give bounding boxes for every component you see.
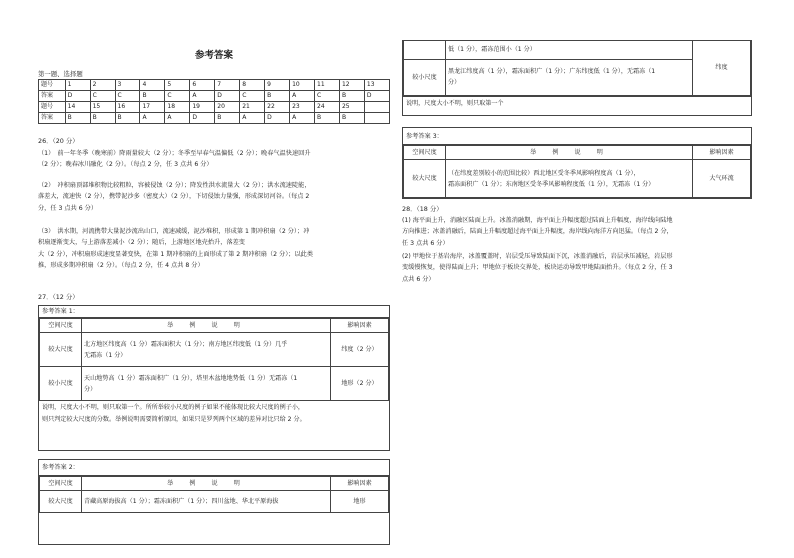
- mc-cell: D: [65, 91, 90, 102]
- mc-row-label: 题号: [39, 80, 66, 91]
- text-line: (1) 海平面上升，消融区陆面上升。冰盖消融期，海平面上升幅度超过陆面上升幅度，海岸线向陆地: [402, 217, 673, 224]
- row-desc: [446, 160, 693, 198]
- row-desc: [82, 333, 331, 367]
- mc-cell: C: [240, 91, 265, 102]
- row-factor: 大气环流: [693, 160, 751, 198]
- mc-cell: B: [265, 91, 290, 102]
- mc-cell: 8: [240, 80, 265, 91]
- mc-cell: 25: [339, 102, 364, 113]
- text-line: 分）: [448, 79, 461, 86]
- mc-row-label: 题号: [39, 102, 66, 113]
- col-header-factor: 影响因素: [331, 477, 389, 491]
- mc-cell: 19: [190, 102, 215, 113]
- mc-cell: 21: [240, 102, 265, 113]
- row-desc: 青藏高原海拔高（1 分）；霜冻面积广（1 分）；四川盆地、华北平原海拔: [82, 491, 331, 513]
- mc-cell: 7: [215, 80, 240, 91]
- mc-cell: B: [90, 113, 115, 124]
- mc-cell: B: [215, 113, 240, 124]
- q27-answer3-box: [402, 127, 752, 199]
- q28-heading: 28．（18 分）: [402, 205, 443, 213]
- mc-cell: A: [165, 113, 190, 124]
- mc-cell: B: [339, 113, 364, 124]
- mc-cell: A: [190, 91, 215, 102]
- mc-cell: B: [115, 113, 140, 124]
- mc-cell: 9: [265, 80, 290, 91]
- text-line: 分）: [84, 385, 97, 393]
- text-line: （1） 前一年冬季（晚寒前）降雨量较大（2 分）；冬季至早春气温偏低（2 分）；晚春气温快速回升: [38, 150, 311, 157]
- mc-cell: B: [65, 113, 90, 124]
- mc-cell: C: [90, 91, 115, 102]
- row-desc: [82, 367, 331, 401]
- col-header-factor: 影响因素: [331, 319, 389, 333]
- col-header-desc: 举 例 说 明: [446, 146, 693, 160]
- answer2-note: 说明，尺度大小不明，则只取第一个: [403, 96, 751, 111]
- mc-cell: A: [140, 113, 165, 124]
- mc-cell: 22: [265, 102, 290, 113]
- q27-heading: 27．（12 分）: [38, 293, 79, 301]
- mc-cell: 4: [140, 80, 165, 91]
- mc-cell: [364, 113, 389, 124]
- mc-cell: D: [364, 91, 389, 102]
- mc-cell: C: [315, 91, 340, 102]
- mc-cell: 17: [140, 102, 165, 113]
- mc-cell: A: [290, 113, 315, 124]
- mc-cell: B: [339, 91, 364, 102]
- row-scale: [404, 41, 446, 59]
- mc-cell: C: [165, 91, 190, 102]
- mc-cell: D: [215, 91, 240, 102]
- text-line: 霜冻面积广（1 分）；东南地区受冬季风影响程度低（1 分），无霜冻（1 分）: [448, 180, 655, 188]
- mc-cell: A: [240, 113, 265, 124]
- row-scale: 较大尺度: [40, 491, 82, 513]
- text-line: 则只判定较大尺度的分数。举例说明需要简析原因，如果只是罗列两个区域的差异对比只给 2 分。: [42, 416, 306, 423]
- mc-cell: D: [190, 113, 215, 124]
- mc-cell: [364, 102, 389, 113]
- col-header-factor: 影响因素: [693, 146, 751, 160]
- row-scale: 较大尺度: [40, 333, 82, 367]
- q26-part1: [38, 148, 390, 171]
- answer1-table: [39, 318, 389, 401]
- col-header-scale: 空间尺度: [404, 146, 446, 160]
- mc-cell: 14: [65, 102, 90, 113]
- mc-number-row: [39, 80, 390, 91]
- mc-cell: A: [290, 91, 315, 102]
- answer1-label: 参考答案 1：: [39, 306, 389, 318]
- mc-cell: B: [315, 113, 340, 124]
- text-line: 无霜冻（1 分）: [84, 351, 127, 359]
- q27-answer1-box: [38, 305, 390, 451]
- q27-answer2-continued-box: [402, 40, 752, 116]
- mc-row-label: 答案: [39, 113, 66, 124]
- mc-cell: 2: [90, 80, 115, 91]
- mc-cell: 3: [115, 80, 140, 91]
- text-line: 天山地势高（1 分）霜冻面积广（1 分），塔里木盆地地势低（1 分）无霜冻（1: [84, 374, 298, 382]
- answer3-label: 参考答案 3：: [403, 128, 751, 145]
- text-line: 黑龙江纬度高（1 分），霜冻面积广（1 分）；广东纬度低（1 分），无霜冻（1: [448, 68, 656, 75]
- col-header-desc: 举 例 说 明: [82, 319, 331, 333]
- mc-cell: 12: [339, 80, 364, 91]
- mc-cell: 11: [315, 80, 340, 91]
- mc-answer-row: [39, 113, 390, 124]
- col-header-scale: 空间尺度: [40, 477, 82, 491]
- text-line: 落差大，流速快（2 分），携带泥沙多（密度大）（2 分），下切侵蚀力量强，形成深切河谷。（每点 2: [38, 193, 310, 201]
- mc-cell: 23: [290, 102, 315, 113]
- col-header-desc: 举 例 说 明: [82, 477, 331, 491]
- row-factor: 地形（2 分）: [331, 367, 389, 401]
- row-desc: [446, 59, 693, 95]
- text-line: 任 3 点共 6 分）: [402, 239, 449, 247]
- q27-answer2-box: [38, 459, 390, 545]
- mc-cell: D: [265, 113, 290, 124]
- text-line: 积扇逐渐变大，与上游落差减小（2 分）；随后，上游地区地壳抬升，落差变: [38, 239, 245, 247]
- page-title: 参考答案: [194, 50, 233, 61]
- col-header-scale: 空间尺度: [40, 319, 82, 333]
- q26-heading: 26．（20 分）: [38, 137, 79, 145]
- row-factor: 地形: [331, 491, 389, 513]
- answer1-note: [39, 401, 389, 427]
- text-line: 推，形成多期冲积扇（2 分）。（每点 2 分，任 4 点共 8 分）: [38, 261, 204, 269]
- text-line: （在纬度差别较小的范围比较）西北地区受冬季风影响程度高（1 分），: [448, 169, 640, 177]
- mc-cell: 13: [364, 80, 389, 91]
- q1-heading: 第一题、选择题: [38, 70, 83, 78]
- row-scale: 较大尺度: [404, 160, 446, 198]
- text-line: 变缓慢恢复，使得陆面上升；甲地位于板块交界处，板块运动导致甲地陆面抬升。（每点 2 分，任 3: [402, 264, 673, 272]
- q28-part1: [402, 215, 752, 249]
- text-line: 方向推进；冰盖消融后，陆面上升幅度超过海平面上升幅度，海岸线向海洋方向迅猛。（每点 2 分，: [402, 228, 673, 236]
- text-line: （2 分）；晚春冰川融化（2 分）。（每点 2 分，任 3 点共 6 分）: [38, 161, 213, 169]
- mc-cell: C: [115, 91, 140, 102]
- row-desc: 低（1 分），霜冻范围小（1 分）: [446, 41, 693, 59]
- answer2-label: 参考答案 2：: [39, 460, 389, 476]
- text-line: （2） 冲积扇顶部堆积物比较粗粒，容被侵蚀（2 分）；降发性洪水流量大（2 分）；洪水流速陡能，: [38, 182, 311, 189]
- q28-part2: [402, 251, 752, 285]
- text-line: （3） 洪水期，河流携带大量泥沙流出山口，流速减缓，泥沙堆积，形成第 1 期冲积扇（2 分）；冲: [38, 228, 310, 235]
- mc-cell: 1: [65, 80, 90, 91]
- row-factor: 纬度: [693, 41, 751, 95]
- mc-cell: 15: [90, 102, 115, 113]
- mc-number-row: [39, 102, 390, 113]
- q26-part3: [38, 226, 390, 271]
- q26-part2: [38, 180, 390, 214]
- multiple-choice-table: [38, 79, 390, 124]
- mc-answer-row: [39, 91, 390, 102]
- mc-row-label: 答案: [39, 91, 66, 102]
- row-factor: 纬度（2 分）: [331, 333, 389, 367]
- text-line: 分，任 3 点共 6 分）: [38, 204, 98, 212]
- text-line: 点共 6 分）: [402, 275, 435, 283]
- answer3-table: [403, 145, 751, 198]
- row-scale: 较小尺度: [40, 367, 82, 401]
- answer2-table: [39, 476, 389, 513]
- mc-cell: 20: [215, 102, 240, 113]
- mc-cell: 24: [315, 102, 340, 113]
- text-line: (2) 甲地位于基岩海岸，冰盖覆盖时，岩层受压导致陆面下沉，冰盖消融后，岩层承压减轻，岩层形: [402, 253, 673, 260]
- mc-cell: B: [140, 91, 165, 102]
- mc-cell: 6: [190, 80, 215, 91]
- row-scale: 较小尺度: [404, 59, 446, 95]
- text-line: 北方地区纬度高（1 分）霜冻面积大（1 分）；南方地区纬度低（1 分）几乎: [84, 340, 288, 348]
- mc-cell: 5: [165, 80, 190, 91]
- text-line: 大（2 分），冲积扇形成速度显著变快，在第 1 期冲积扇的上面形成了第 2 期冲积扇（2 分）；以此类: [38, 250, 314, 258]
- text-line: 说明，尺度大小不明，则只取第一个。所所举较小尺度的例子如果不能体现比较大尺度的例子小，: [42, 404, 305, 411]
- mc-cell: 16: [115, 102, 140, 113]
- answer2-continued-table: [403, 41, 751, 96]
- mc-cell: 10: [290, 80, 315, 91]
- mc-cell: 18: [165, 102, 190, 113]
